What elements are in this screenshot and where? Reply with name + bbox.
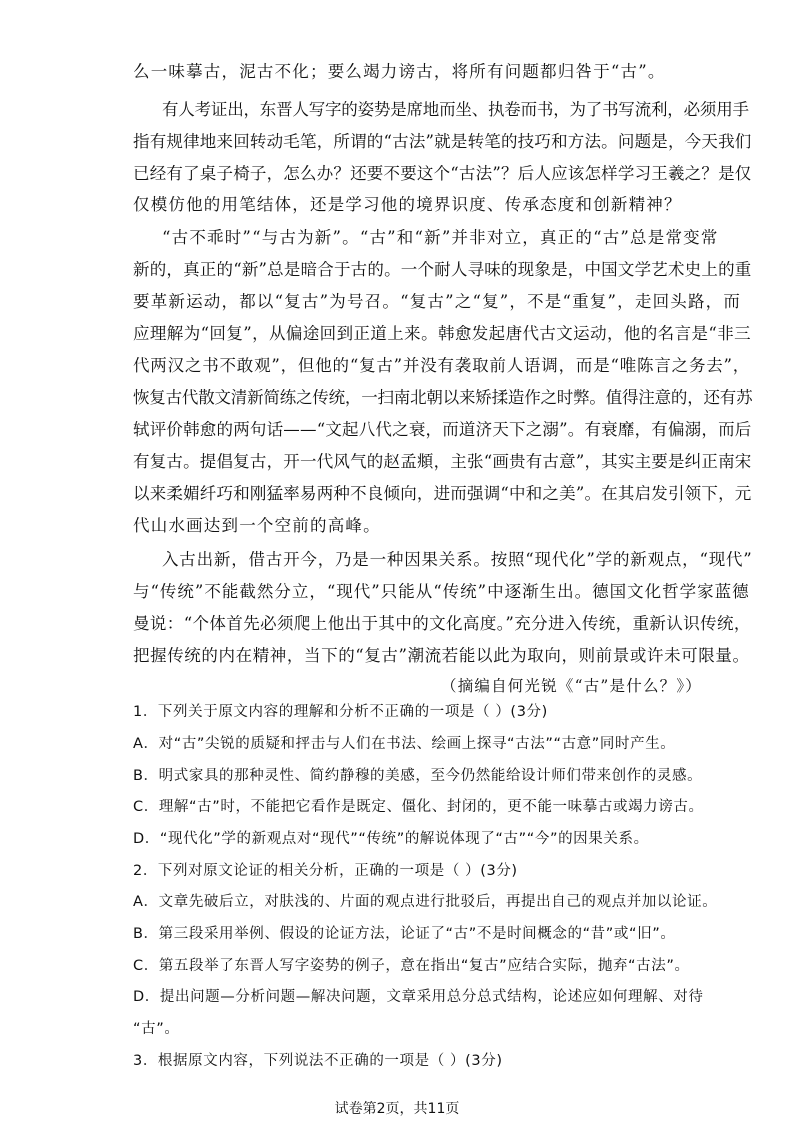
passage-line: 有人考证出，东晋人写字的姿势是席地而坐、执卷而书，为了书写流利，必须用手 bbox=[162, 100, 749, 119]
passage-line: 么一味摹古，泥古不化；要么竭力谤古，将所有问题都归咎于“古”。 bbox=[133, 62, 666, 81]
question-option: D．“现代化”学的新观点对“现代”“传统”的解说体现了“古”“今”的因果关系。 bbox=[133, 831, 649, 847]
passage-line: 以来柔媚纤巧和刚猛率易两种不良倾向，进而强调“中和之美”。在其启发引领下，元 bbox=[133, 484, 752, 503]
passage-line: 恢复古代散文清新简练之传统，一扫南北朝以来矫揉造作之时弊。值得注意的，还有苏 bbox=[133, 388, 753, 407]
passage-line: 轼评价韩愈的两句话——“文起八代之衰，而道济天下之溺”。有衰靡，有偏溺，而后 bbox=[133, 420, 752, 439]
passage-line: 把握传统的内在精神，当下的“复古”潮流若能以此为取向，则前景或许未可限量。 bbox=[133, 646, 750, 665]
question-stem: 3．根据原文内容，下列说法不正确的一项是（ ）(3分) bbox=[133, 1053, 503, 1069]
passage-line: 代山水画达到一个空前的高峰。 bbox=[133, 516, 381, 535]
question-option: D．提出问题—分析问题—解决问题，文章采用总分总式结构，论述应如何理解、对待 bbox=[133, 989, 704, 1005]
question-option: B．第三段采用举例、假设的论证方法，论证了“古”不是时间概念的“昔”或“旧”。 bbox=[133, 926, 676, 942]
passage-line: 与“传统”不能截然分立，“现代”只能从“传统”中逐渐生出。德国文化哲学家蓝德 bbox=[133, 582, 750, 601]
question-stem: 2．下列对原文论证的相关分析，正确的一项是（ ）(3分) bbox=[133, 863, 518, 879]
passage-line: 仅模仿他的用笔结体，还是学习他的境界识度、传承态度和创新精神？ bbox=[133, 195, 682, 214]
question-option: C．第五段举了东晋人写字姿势的例子，意在指出“复古”应结合实际，抛弃“古法”。 bbox=[133, 958, 690, 974]
question-option: A．对“古”尖锐的质疑和抨击与人们在书法、绘画上探寻“古法”“古意”同时产生。 bbox=[133, 736, 676, 752]
page-footer: 试卷第2页，共11页 bbox=[334, 1101, 460, 1117]
passage-line: 应理解为“回复”，从偏途回到正道上来。韩愈发起唐代古文运动，他的名言是“非三 bbox=[133, 324, 752, 343]
question-option: B．明式家具的那种灵性、简约静穆的美感，至今仍然能给设计师们带来创作的灵感。 bbox=[133, 768, 703, 784]
passage-line: 曼说：“个体首先必须爬上他出于其中的文化高度。”充分进入传统，重新认识传统， bbox=[133, 614, 751, 633]
passage-line: 代两汉之书不敢观”，但他的“复古”并没有袭取前人语调，而是“唯陈言之务去”， bbox=[133, 356, 751, 375]
passage-line: “古不乖时”“与古为新”。“古”和“新”并非对立，真正的“古”总是常变常 bbox=[162, 228, 719, 247]
question-option: C．理解“古”时，不能把它看作是既定、僵化、封闭的，更不能一味摹古或竭力谤古。 bbox=[133, 799, 704, 815]
question-option: A．文章先破后立，对肤浅的、片面的观点进行批驳后，再提出自己的观点并加以论证。 bbox=[133, 894, 718, 910]
passage-line: 有复古。提倡复古，开一代风气的赵孟頫，主张“画贵有古意”，其实主要是纠正南宋 bbox=[133, 452, 752, 471]
question-option: “古”。 bbox=[133, 1021, 180, 1037]
passage-line: 指有规律地来回转动毛笔，所谓的“古法”就是转笔的技巧和方法。问题是，今天我们 bbox=[133, 132, 752, 151]
passage-line: 已经有了桌子椅子，怎么办？还要不要这个“古法”？后人应该怎样学习王羲之？是仅 bbox=[133, 164, 752, 183]
passage-line: 入古出新，借古开今，乃是一种因果关系。按照“现代化”学的新观点，“现代” bbox=[162, 550, 753, 569]
passage-line: 新的，真正的“新”总是暗合于古的。一个耐人寻味的现象是，中国文学艺术史上的重 bbox=[133, 260, 752, 279]
question-stem: 1．下列关于原文内容的理解和分析不正确的一项是（ ）(3分) bbox=[133, 704, 548, 720]
passage-line: 要革新运动，都以“复古”为号召。“复古”之“复”，不是“重复”，走回头路，而 bbox=[133, 292, 742, 311]
passage-source: （摘编自何光锐《“古”是什么？》） bbox=[441, 677, 702, 695]
